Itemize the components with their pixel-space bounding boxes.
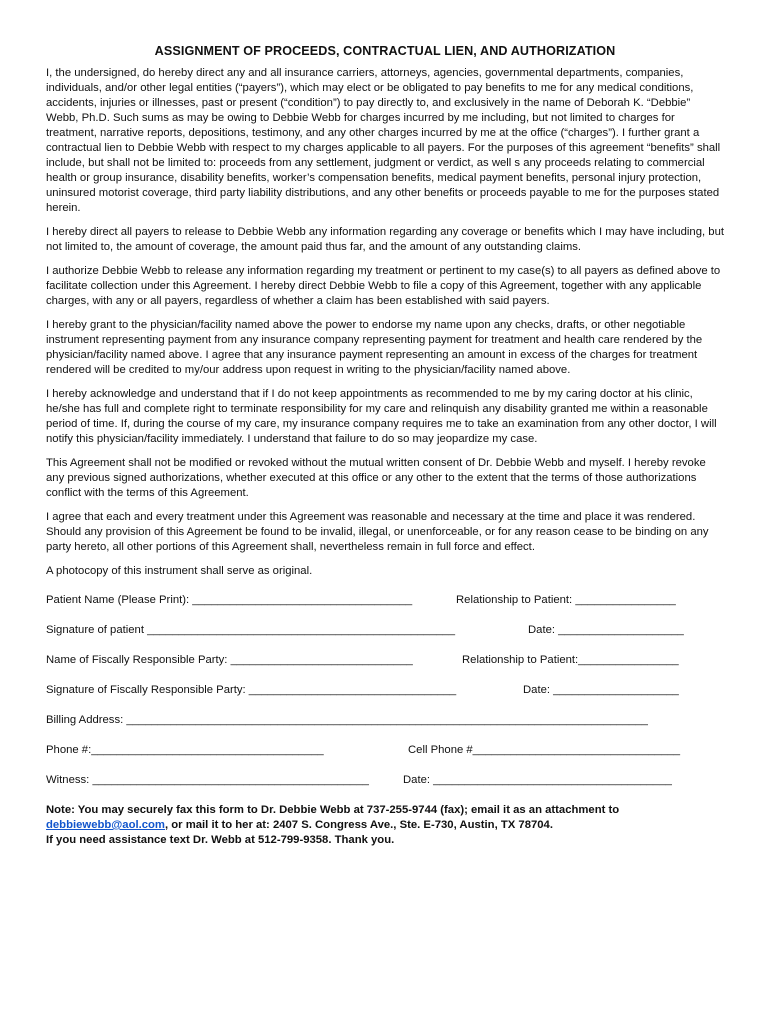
email-link[interactable]: debbiewebb@aol.com xyxy=(46,819,165,831)
paragraph-photocopy: A photocopy of this instrument shall serve as original. xyxy=(46,565,313,577)
fiscal-name-line xyxy=(46,653,724,668)
note-address: , or mail it to her at: 2407 S. Congress Ave., Ste. E-730, Austin, TX 78704. xyxy=(164,819,553,831)
patient-name-field[interactable]: Patient Name (Please Print): ___________________________________ xyxy=(46,594,413,606)
phone-field[interactable]: Phone #:_____________________________________ xyxy=(46,744,324,756)
paragraph-appointments: I hereby acknowledge and understand that if I do not keep appointments as recommended to me by my caring doctor at his clinic, he/she has full and complete right to terminate responsibility for my care and relinquish any disability granted me within a reasonable period of time. If, during the course of my care, my insurance company requires me to take an examination from any other doctor, I will notify this physician/facility immediately. I understand that failure to do so may jeopardize my case. xyxy=(46,388,717,445)
paragraph-endorse: I hereby grant to the physician/facility named above the power to endorse my name upon any checks, drafts, or other negotiable instrument representing payment from any insurance company representing payment for treatment and health care rendered by the physician/facility named above. I agree that any insurance payment representing an amount in excess of the charges for treatment rendered will be credited to my/our address upon request in writing to the physician/facility named above. xyxy=(46,319,703,376)
note-line-1: Note: You may securely fax this form to Dr. Debbie Webb at 737-255-9744 (fax); email it as an attachment to xyxy=(46,804,620,816)
phone-line xyxy=(46,743,724,758)
paragraph-assignment: I, the undersigned, do hereby direct any and all insurance carriers, attorneys, agencies, governmental departments, companies, individuals, and/or other legal entities (“payers”), which may elect or be obligated to pay benefits to me for any medical conditions, accidents, injuries or illnesses, past or present (“condition”) to pay directly to, and exclusively in the name of Deborah K. “Debbie” Webb, Ph.D. Such sums as may be owing to Debbie Webb for charges incurred by me including, but not limited to charges for treatment, narrative reports, depositions, testimony, and any other charges incurred by me at the office (“charges”). I further grant a contractual lien to Debbie Webb with respect to my charges applicable to all payers. For the purposes of this agreement “benefits” shall include, but shall not be limited to: proceeds from any settlement, judgment or verdict, as well s any proceeds relating to commercial health or group insurance, disability benefits, worker’s compensation benefits, medical payment benefits, personal injury protection, uninsured motorist coverage, third party liability distributions, and any other benefits or proceeds payable to me for the purposes stated herein. xyxy=(46,67,721,214)
paragraph-authorize: I authorize Debbie Webb to release any information regarding my treatment or pertinent to my case(s) to all payers as defined above to facilitate collection under this Agreement. I hereby direct Debbie Webb to file a copy of this Agreement, together with any applicable charges, with any or all payers, regardless of whether a claim has been established with said payers. xyxy=(46,265,721,307)
patient-signature-field[interactable]: Signature of patient _________________________________________________ xyxy=(46,624,455,636)
note-line-2 xyxy=(46,818,724,833)
paragraph-reasonable: I agree that each and every treatment under this Agreement was reasonable and necessary at the time and place it was rendered. Should any provision of this Agreement be found to be invalid, illegal, or unenforceable, or for any reason cease to be binding on any party hereto, all other portions of this Agreement shall, nevertheless remain in full force and effect. xyxy=(46,511,709,553)
cell-phone-field[interactable]: Cell Phone #_________________________________ xyxy=(408,744,681,756)
witness-field[interactable]: Witness: ____________________________________________ xyxy=(46,774,369,786)
note-line-3: If you need assistance text Dr. Webb at 512-799-9358. Thank you. xyxy=(46,834,395,846)
fiscal-name-field[interactable]: Name of Fiscally Responsible Party: _____________________________ xyxy=(46,654,413,666)
submission-note xyxy=(46,803,724,848)
billing-address-field[interactable]: Billing Address: ___________________________________________________________________________________ xyxy=(46,714,648,726)
fiscal-signature-field[interactable]: Signature of Fiscally Responsible Party: _________________________________ xyxy=(46,684,457,696)
patient-signature-line xyxy=(46,623,724,638)
document-page xyxy=(46,44,724,848)
witness-line xyxy=(46,773,724,788)
document-title: ASSIGNMENT OF PROCEEDS, CONTRACTUAL LIEN, AND AUTHORIZATION xyxy=(154,44,616,58)
fiscal-signature-line xyxy=(46,683,724,698)
date-field-3[interactable]: Date: ______________________________________ xyxy=(403,774,672,786)
paragraph-release-info: I hereby direct all payers to release to Debbie Webb any information regarding any coverage or benefits which I may have including, but not limited to, the amount of coverage, the amount paid thus far, and the amount of any outstanding claims. xyxy=(46,226,724,253)
billing-address-line xyxy=(46,713,724,728)
relationship-field-1[interactable]: Relationship to Patient: ________________ xyxy=(456,594,676,606)
relationship-field-2[interactable]: Relationship to Patient:________________ xyxy=(462,654,679,666)
date-field-2[interactable]: Date: ____________________ xyxy=(523,684,679,696)
paragraph-modification: This Agreement shall not be modified or revoked without the mutual written consent of Dr. Debbie Webb and myself. I hereby revoke any previous signed authorizations, whether executed at this office or any other to the extent that the terms of those authorizations conflict with the terms of this Agreement. xyxy=(46,457,706,499)
date-field-1[interactable]: Date: ____________________ xyxy=(528,624,684,636)
patient-name-line xyxy=(46,593,724,608)
